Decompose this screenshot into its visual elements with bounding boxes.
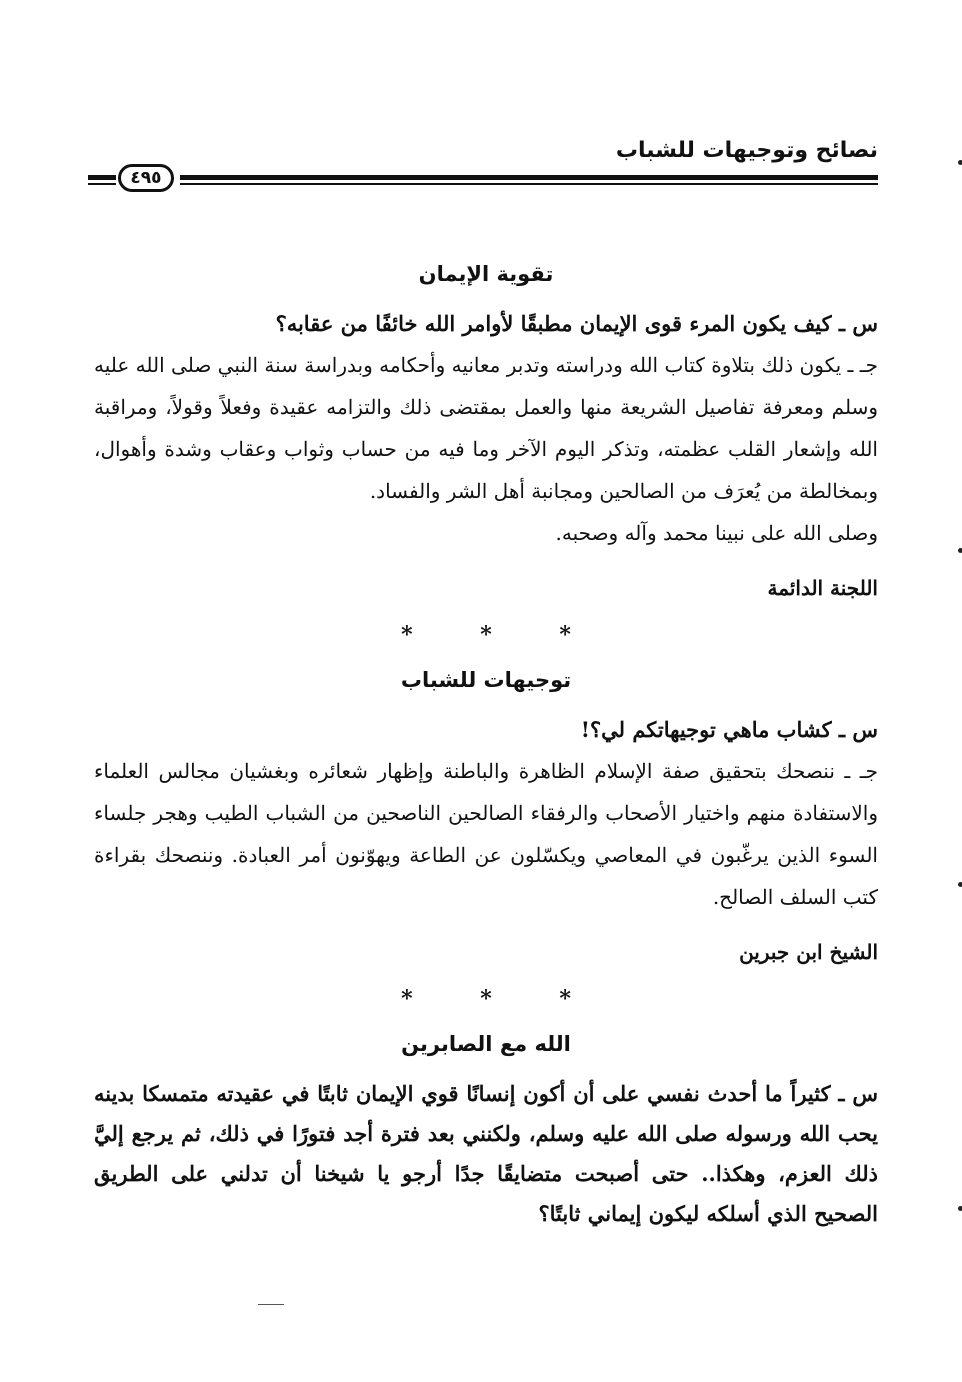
section-heading: تقوية الإيمان [418,262,554,286]
margin-dot [958,1206,962,1211]
answer-text: جـ ـ ننصحك بتحقيق صفة الإسلام الظاهرة والباطنة وإظهار شعائره وبغشيان مجالس العلماء والاستفادة منهم واختيار الأصحاب والرفقاء الصالحين الناصحين من الشباب الطيب وهجر جلساء السوء الذين يرغّبون في المعاصي ويكسّلون عن الطاعة ويهوّنون أمر العبادة. وننصحك بقراءة كتب السلف الصالح. [94,759,878,909]
running-title: نصائح وتوجيهات للشباب [615,138,878,163]
rule-thin-left [88,183,116,185]
margin-dot [958,882,962,887]
signature: اللجنة الدائمة [767,576,878,600]
page-content [94,262,878,1234]
bottom-mark [258,1304,284,1305]
section-separator: * * * [401,622,601,648]
section-separator: * * * [401,986,601,1012]
rule-thick-left [88,175,116,180]
question-text: س ـ كشاب ماهي توجيهاتكم لي؟! [580,717,878,742]
page-number: ٤٩٥ [118,164,174,192]
answer-text: جـ ـ يكون ذلك بتلاوة كتاب الله ودراسته وتدبر معانيه وأحكامه وبدراسة سنة النبي صلى الله عليه وسلم ومعرفة تفاصيل الشريعة منها والعمل بمقتضى ذلك والتزامه عقيدة وفعلاً وقولاً، ومراقبة الله وإشعار القلب عظمته، وتذكر اليوم الآخر وما فيه من حساب وثواب وعقاب وشدة وأهوال، وبمخالطة من يُعرَف من الصالحين ومجانبة أهل الشر والفساد. [94,353,878,503]
rule-thick-right [180,175,878,180]
section-heading: الله مع الصابرين [401,1032,571,1056]
rule-thin-right [180,183,878,185]
question-text: س ـ كثيراً ما أحدث نفسي على أن أكون إنسانًا قوي الإيمان ثابتًا في عقيدته متمسكا بدينه يحب الله ورسوله صلى الله عليه وسلم، ولكنني بعد فترة أجد فتورًا في ذلك، ثم يرجع إليَّ ذلك العزم، وهكذا.. حتى أصبحت متضايقًا جدًا أرجو يا شيخنا أن تدلني على الطريق الصحيح الذي أسلكه ليكون إيماني ثابتًا؟ [94,1081,878,1226]
margin-dot [958,160,962,165]
question-text: س ـ كيف يكون المرء قوى الإيمان مطبقًا لأوامر الله خائفًا من عقابه؟ [275,311,878,336]
closing-text: وصلى الله على نبينا محمد وآله وصحبه. [555,521,878,545]
signature: الشيخ ابن جبرين [739,940,878,964]
margin-dot [958,548,962,553]
header-rule [88,170,878,188]
section-heading: توجيهات للشباب [400,668,572,692]
